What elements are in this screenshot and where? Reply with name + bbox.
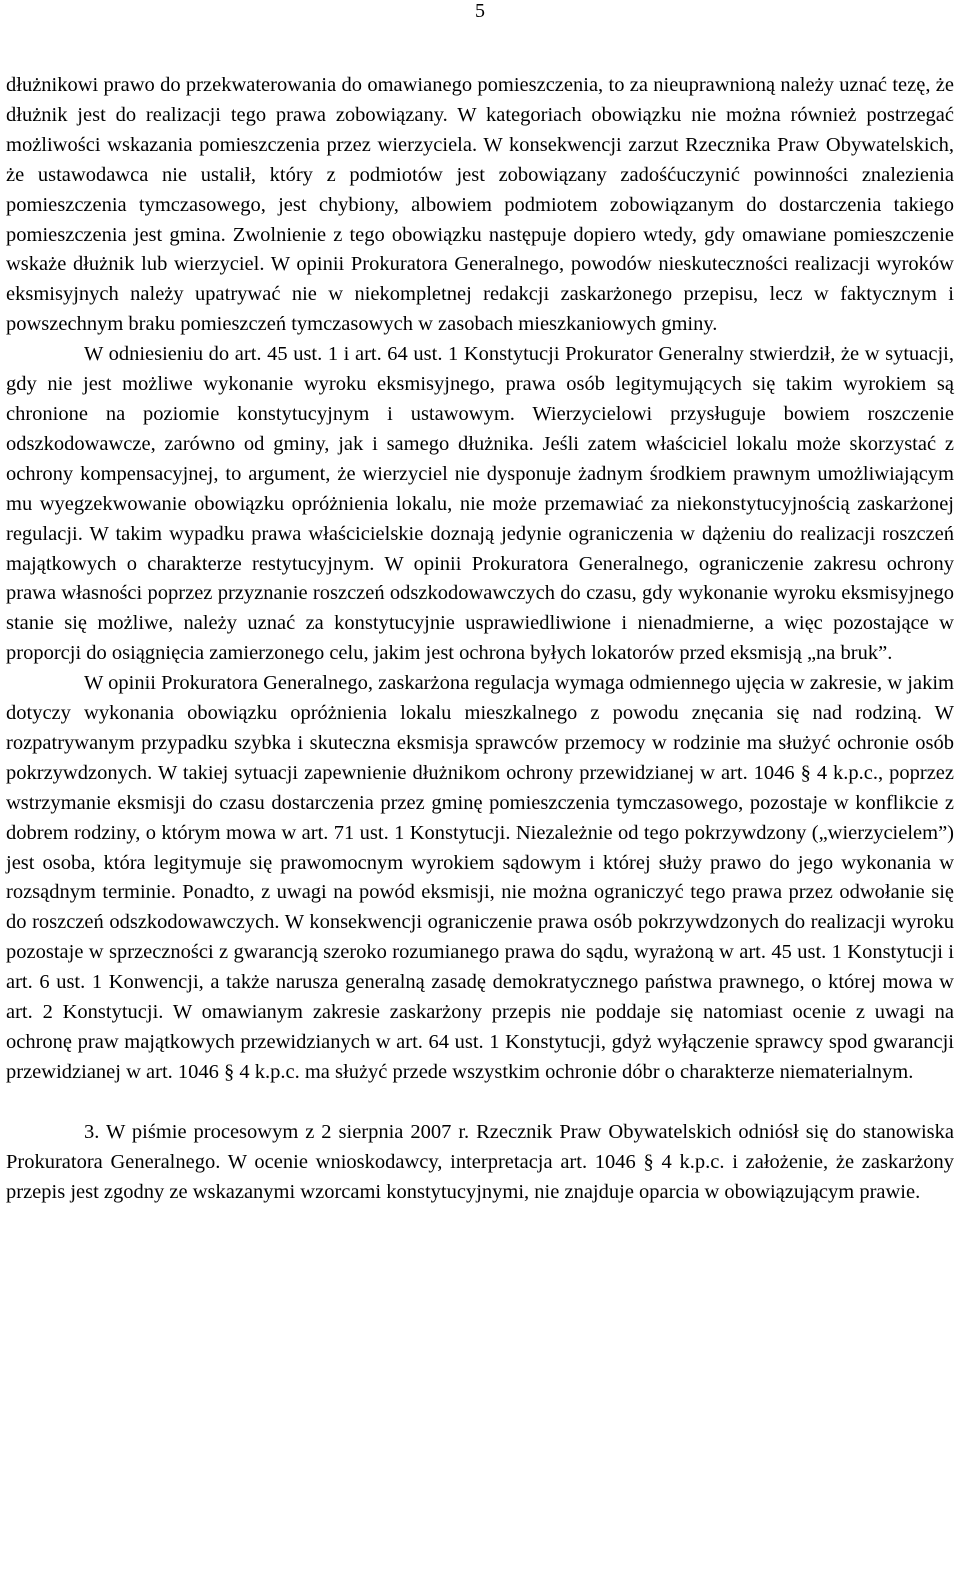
- paragraph-1: dłużnikowi prawo do przekwaterowania do omawianego pomieszczenia, to za nieuprawnioną należy uznać tezę, że dłużnik jest do realizacji tego prawa zobowiązany. W kategoriach obowiązku nie można również postrzegać możliwości wskazania pomieszczenia przez wierzyciela. W konsekwencji zarzut Rzecznika Praw Obywatelskich, że ustawodawca nie ustalił, który z podmiotów jest zobowiązany zadośćuczynić powinności znalezienia pomieszczenia tymczasowego, jest chybiony, albowiem podmiotem zobowiązanym do dostarczenia takiego pomieszczenia jest gmina. Zwolnienie z tego obowiązku następuje dopiero wtedy, gdy omawiane pomieszczenie wskaże dłużnik lub wierzyciel. W opinii Prokuratora Generalnego, powodów nieskuteczności realizacji wyroków eksmisyjnych należy upatrywać nie w niekompletnej redakcji zaskarżonego przepisu, lecz w faktycznym i powszechnym braku pomieszczeń tymczasowych w zasobach mieszkaniowych gminy.: [6, 74, 954, 336]
- paragraph-3: W opinii Prokuratora Generalnego, zaskarżona regulacja wymaga odmiennego ujęcia w zakresie, w jakim dotyczy wykonania obowiązku opróżnienia lokalu mieszkalnego z powodu znęcania się nad rodziną. W rozpatrywanym przypadku szybka i skuteczna eksmisja sprawców przemocy w rodzinie ma służyć ochronie osób pokrzywdzonych. W takiej sytuacji zapewnienie dłużnikom ochrony przewidzianej w art. 1046 § 4 k.p.c., poprzez wstrzymanie eksmisji do czasu dostarczenia przez gminę pomieszczenia tymczasowego, pozostaje w konflikcie z dobrem rodziny, o którym mowa w art. 71 ust. 1 Konstytucji. Niezależnie od tego pokrzywdzony („wierzycielem”) jest osoba, która legitymuje się prawomocnym wyrokiem sądowym i której służy prawo do jego wykonania w rozsądnym terminie. Ponadto, z uwagi na powód eksmisji, nie można ograniczyć tego prawa przez odwołanie się do roszczeń odszkodowawczych. W konsekwencji ograniczenie prawa osób pokrzywdzonych do realizacji wyroku pozostaje w sprzeczności z gwarancją szeroko rozumianego prawa do sądu, wyrażoną w art. 45 ust. 1 Konstytucji i art. 6 ust. 1 Konwencji, a także narusza generalną zasadę demokratycznego państwa prawnego, o której mowa w art. 2 Konstytucji. W omawianym zakresie zaskarżony przepis nie poddaje się natomiast ocenie z uwagi na ochronę praw majątkowych przewidzianych w art. 64 ust. 1 Konstytucji, gdyż wyłączenie sprawcy spod gwarancji przewidzianej w art. 1046 § 4 k.p.c. ma służyć przede wszystkim ochronie dóbr o charakterze niematerialnym.: [6, 672, 954, 1083]
- paragraph-2: W odniesieniu do art. 45 ust. 1 i art. 64 ust. 1 Konstytucji Prokurator Generalny stwierdził, że w sytuacji, gdy nie jest możliwe wykonanie wyroku eksmisyjnego, prawa osób legitymujących się takim wyrokiem są chronione na poziomie konstytucyjnym i ustawowym. Wierzycielowi przysługuje bowiem roszczenie odszkodowawcze, zarówno od gminy, jak i samego dłużnika. Jeśli zatem właściciel lokalu może skorzystać z ochrony kompensacyjnej, to argument, że wierzyciel nie dysponuje żadnym środkiem prawnym umożliwiającym mu wyegzekwowanie obowiązku opróżnienia lokalu, nie może przemawiać za niekonstytucyjnością zaskarżonej regulacji. W takim wypadku prawa właścicielskie doznają jedynie ograniczenia w dążeniu do realizacji roszczeń majątkowych o charakterze restytucyjnym. W opinii Prokuratora Generalnego, ograniczenie zakresu ochrony prawa własności poprzez przyznanie roszczeń odszkodowawczych do czasu, gdy wykonanie wyroku eksmisyjnego stanie się możliwe, należy uznać za konstytucyjnie usprawiedliwione i nienadmierne, a więc pozostające w proporcji do osiągnięcia zamierzonego celu, jakim jest ochrona byłych lokatorów przed eksmisją „na bruk”.: [6, 343, 954, 665]
- page-number: 5: [475, 0, 485, 22]
- document-body: [6, 71, 954, 1208]
- paragraph-4: 3. W piśmie procesowym z 2 sierpnia 2007 r. Rzecznik Praw Obywatelskich odniósł się do stanowiska Prokuratora Generalnego. W ocenie wnioskodawcy, interpretacja art. 1046 § 4 k.p.c. i założenie, że zaskarżony przepis jest zgodny ze wskazanymi wzorcami konstytucyjnymi, nie znajduje oparcia w obowiązującym prawie.: [6, 1120, 954, 1203]
